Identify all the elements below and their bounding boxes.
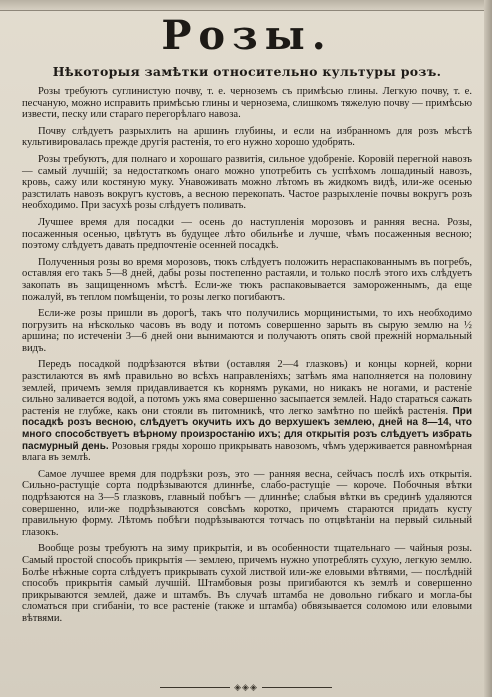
footer-ornament <box>0 683 492 693</box>
planting-method-emphasis: При посадкѣ розъ весною, слѣдуетъ окучить ихъ до верхушекъ землею, дней на 8—14, что много способствуетъ вѣрному произростанію ихъ; для открытія розъ слѣдуетъ избрать пасмурный день. <box>22 405 472 452</box>
paragraph-digging: Почву слѣдуетъ разрыхлить на аршинъ глубины, и если на избранномъ для розъ мѣстѣ культивировалась прежде другія растенія, то его нужно хорошо удобрять. <box>22 125 472 149</box>
paragraph-fertilizer: Розы требуютъ, для полнаго и хорошаго развитія, сильное удобреніе. Коровій перегной навозъ — самый лучшій; за недостаткомъ онаго можно употребить съ успѣхомъ лошадиный навозъ, кровь, сажу или костяную муку. Унавоживать можно лѣтомъ въ жидкомъ видѣ, или-же осенью разстилать навозъ вокругъ кустовъ, а весною перекопать. Частое разрыхленіе почвы вокругъ розъ необходимо. При засухѣ розы слѣдуетъ поливать. <box>22 153 472 212</box>
article-subtitle: Нѣкоторыя замѣтки относительно культуры розъ. <box>52 64 442 79</box>
paragraph-winter-cover: Вообще розы требуютъ на зиму прикрытія, и въ особенности тщательнаго — чайныя розы. Самый простой способъ прикрытія — землею, причемъ нужно употреблять сухую, легкую землю. Болѣе нѣжные сорта слѣдуетъ прикрывать сухой листвой или-же еловыми вѣтвями, — послѣдній способъ прикрытія самый лучшій. Штамбовыя розы пригибаются къ землѣ и совершенно прикрываются землей, даже и штамбъ. Въ случаѣ штамба не довольно гибкаго и могла-бы сломаться при сгибаніи, то все растеніе (также и штамба) обвязывается соломою или еловыми вѣтвями. <box>22 543 472 624</box>
paragraph-soil: Розы требуютъ суглинистую почву, т. е. черноземъ съ примѣсью глины. Легкую почву, т. е. песчаную, можно исправить примѣсью глины и чернозема, слишкомъ тяжелую почву — примѣсью извести, песку или стараго перегорѣлаго навоза. <box>22 86 472 121</box>
page-edge <box>484 0 492 697</box>
article-body <box>22 86 472 625</box>
paragraph-planting-time: Лучшее время для посадки — осень до наступленія морозовъ и ранняя весна. Розы, посаженныя осенью, цвѣтутъ въ будущее лѣто обильнѣе и лучше, чѣмъ посаженныя весною; поэтому слѣдуетъ давать предпочтеніе осенней посадкѣ. <box>22 216 472 252</box>
ornament-rule-right <box>262 687 332 688</box>
ornament-rule-left <box>160 687 230 688</box>
paragraph-frozen-roses: Полученныя розы во время морозовъ, тюкъ слѣдуетъ положить нераспакованнымъ въ погребъ, оставляя его такъ 5—8 дней, дабы розы постепенно растаяли, и только послѣ этого ихъ слѣдуетъ закопать въ защищенномъ мѣстѣ. Если-же тюкъ распаковывается замороженнымъ, да еще пожалуй, въ теплом помѣщеніи, то розы легко погибаютъ. <box>22 256 472 303</box>
top-border <box>0 0 492 11</box>
ornament-glyphs: ◈◈◈ <box>234 683 258 693</box>
article-title: Розы. <box>161 12 333 59</box>
paragraph-planting-method <box>22 359 472 463</box>
planting-method-closing: Розовыя гряды хорошо прикрывать навозомъ, чѣмъ удерживается равномѣрная влага въ землѣ. <box>22 440 472 464</box>
paragraph-shriveled-roses: Если-же розы пришли въ дорогѣ, такъ что получились морщинистыми, то ихъ необходимо погрузить на нѣсколько часовъ въ воду и потомъ совершенно зарыть въ сырую землю на ½ аршина; по истеченіи 3—6 дней они вынимаются и получаютъ опять свой прежній нормальный видъ. <box>22 308 472 354</box>
paragraph-pruning: Самое лучшее время для подрѣзки розъ, это — ранняя весна, сейчасъ послѣ ихъ открытія. Сильно-растущіе сорта подрѣзываются длиннѣе, слабо-растущіе — короче. Побочныя вѣтки подрѣзаются на 3—5 глазковъ, главный побѣгъ — длиннѣе; слабыя вѣтки въ срединѣ удаляются совершенно, или-же подрѣзываются совсѣмъ коротко, причемъ стараются придать кусту правильную форму. Лѣтомъ побѣги подрѣзываются тотчасъ по отцвѣтаніи на первый сильный глазокъ. <box>22 468 472 538</box>
planting-method-text: Передъ посадкой подрѣзаются вѣтви (оставляя 2—4 глазковъ) и концы корней, корни разстилаются въ ямѣ правильно во всѣхъ направленіяхъ; затѣмъ яма наполняется на половину землей, причемъ земля придавливается къ корнямъ руками, но никакъ не ногами, и растеніе сильно заливается водой, а потомъ ужъ яма совершенно засыпается землей. Надо стараться сажать растенія не глубже, какъ они стояли въ питомникѣ, что легко замѣтно по шейкѣ растенія. <box>22 359 472 417</box>
